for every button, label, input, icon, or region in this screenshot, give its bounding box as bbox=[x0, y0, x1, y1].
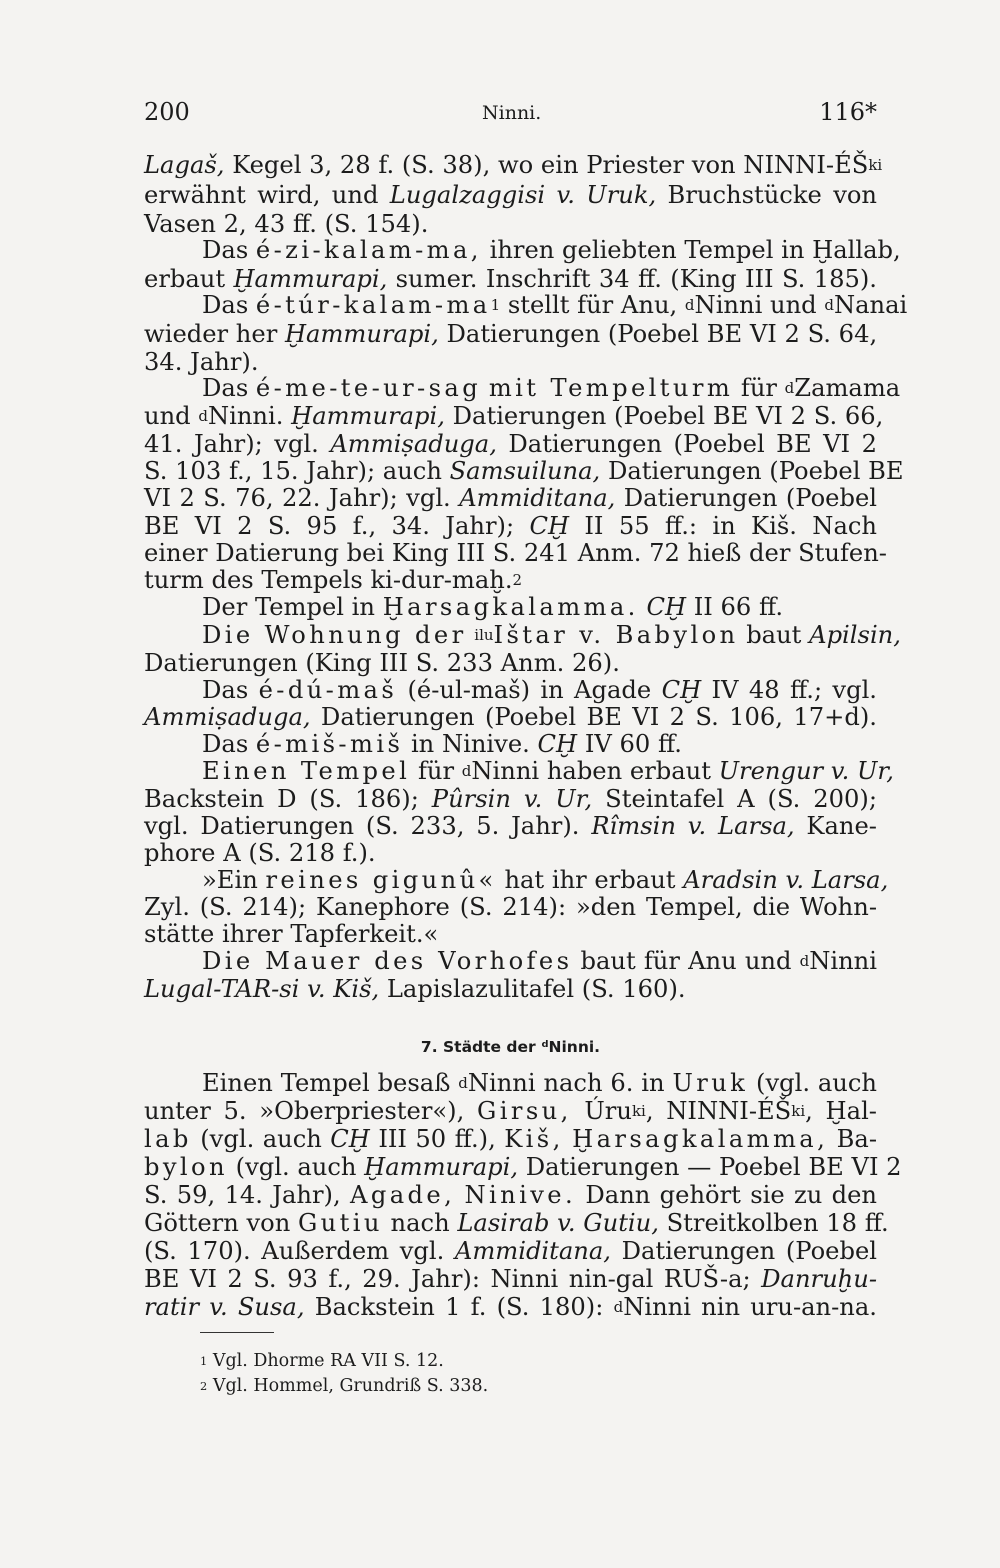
text-line: stätte ihrer Tapferkeit.« bbox=[144, 920, 439, 948]
text-line: »Ein reines gigunû« hat ihr erbaut Aradsin v. Larsa, bbox=[202, 866, 889, 894]
text-line: Lugal-TAR-si v. Kiš, Lapislazulitafel (S. 160). bbox=[144, 975, 686, 1003]
text-line: ratir v. Susa, Backstein 1 f. (S. 180): $^d$Ninni nin uru-an-na. bbox=[144, 1293, 877, 1321]
text-line: einer Datierung bei King III S. 241 Anm. 72 hieß der Stufen- bbox=[144, 539, 887, 567]
text-line: und $^d$Ninni. Ḫammurapi, Datierungen (Poebel BE VI 2 S. 66, bbox=[144, 402, 884, 430]
running-title: Ninni. bbox=[482, 102, 542, 124]
text-line: (S. 170). Außerdem vgl. Ammiditana, Datierungen (Poebel bbox=[144, 1237, 877, 1265]
running-header bbox=[144, 98, 877, 128]
text-line: Göttern von Gutiu nach Lasirab v. Gutiu, Streitkolben 18 ff. bbox=[144, 1209, 889, 1237]
text-line: lab (vgl. auch CḪ III 50 ff.), Kiš, Ḫarsagkalamma, Ba- bbox=[144, 1125, 877, 1153]
section-heading: 7. Städte der ᵈNinni. bbox=[420, 1038, 601, 1056]
text-line: Das é-me-te-ur-sag mit Tempelturm für $^d$Zamama bbox=[202, 374, 901, 402]
text-line: wieder her Ḫammurapi, Datierungen (Poebel BE VI 2 S. 64, bbox=[144, 320, 878, 348]
text-line: BE VI 2 S. 95 f., 34. Jahr); CḪ II 55 ff.: in Kiš. Nach bbox=[144, 512, 877, 540]
text-line: Zyl. (S. 214); Kanephore (S. 214): »den Tempel, die Wohn- bbox=[144, 893, 877, 921]
footnote-mark: 2 bbox=[200, 1378, 208, 1393]
text-line: BE VI 2 S. 93 f., 29. Jahr): Ninni nin-gal RUŠ-a; Danruḫu- bbox=[144, 1265, 877, 1293]
text-line: Einen Tempel für $^d$Ninni haben erbaut Urengur v. Ur, bbox=[202, 757, 894, 785]
text-line: Das $é-túr-kalam-ma^1$ stellt für Anu, $^d$Ninni und $^d$Nanai bbox=[202, 291, 908, 319]
text-line: Das é-zi-kalam-ma, ihren geliebten Tempel in Ḫallab, bbox=[202, 236, 901, 264]
text-line: erbaut Ḫammurapi, sumer. Inschrift 34 ff. (King III S. 185). bbox=[144, 265, 877, 293]
text-line: Datierungen (King III S. 233 Anm. 26). bbox=[144, 649, 620, 677]
text-line: Das é-dú-maš (é-ul-maš) in Agade CḪ IV 48 ff.; vgl. bbox=[202, 676, 877, 704]
footnote-2 bbox=[200, 1374, 488, 1398]
footnote-mark: 1 bbox=[200, 1353, 208, 1368]
text-line: Der Tempel in Ḫarsagkalamma. CḪ II 66 ff. bbox=[202, 593, 784, 621]
text-line: 34. Jahr). bbox=[144, 348, 259, 376]
text-line: Die Wohnung der $^{ilu}$Ištar v. Babylon baut Apilsin, bbox=[202, 621, 901, 649]
text-line: Das é-miš-miš in Ninive. CḪ IV 60 ff. bbox=[202, 730, 683, 758]
text-line: Die Mauer des Vorhofes baut für Anu und $^d$Ninni bbox=[202, 947, 877, 975]
page-number: 200 bbox=[144, 98, 190, 126]
text-line: turm des Tempels ki-dur-maḫ.$^2$ bbox=[144, 566, 523, 594]
section-number: 116* bbox=[819, 98, 877, 126]
text-line: vgl. Datierungen (S. 233, 5. Jahr). Rîmsin v. Larsa, Kane- bbox=[144, 812, 877, 840]
text-line: Ammiṣaduga, Datierungen (Poebel BE VI 2 S. 106, 17+d). bbox=[144, 703, 877, 731]
text-line: unter 5. »Oberpriester«), Girsu, Úru$^{ki}$, NINNI-$ÉŠ^{ki}$, Ḫal- bbox=[144, 1097, 877, 1125]
text-line: VI 2 S. 76, 22. Jahr); vgl. Ammiditana, Datierungen (Poebel bbox=[144, 484, 877, 512]
text-line: S. 103 f., 15. Jahr); auch Samsuiluna, Datierungen (Poebel BE bbox=[144, 457, 904, 485]
footnote-rule bbox=[200, 1332, 274, 1333]
footnote-text: Vgl. Hommel, Grundriß S. 338. bbox=[212, 1376, 489, 1396]
text-line: phore A (S. 218 f.). bbox=[144, 839, 376, 867]
text-line: Backstein D (S. 186); Pûrsin v. Ur, Steintafel A (S. 200); bbox=[144, 785, 877, 813]
footnote-1 bbox=[200, 1349, 444, 1373]
text-line: erwähnt wird, und Lugalzaggisi v. Uruk, Bruchstücke von bbox=[144, 181, 877, 209]
text-line: 41. Jahr); vgl. Ammiṣaduga, Datierungen (Poebel BE VI 2 bbox=[144, 430, 877, 458]
text-line: bylon (vgl. auch Ḫammurapi, Datierungen — Poebel BE VI 2 bbox=[144, 1153, 902, 1181]
text-line: Vasen 2, 43 ff. (S. 154). bbox=[144, 210, 429, 238]
text-line: S. 59, 14. Jahr), Agade, Ninive. Dann gehört sie zu den bbox=[144, 1181, 877, 1209]
footnote-text: Vgl. Dhorme RA VII S. 12. bbox=[212, 1351, 444, 1371]
text-line: Lagaš, Kegel 3, 28 f. (S. 38), wo ein Priester von NINNI-$ÉŠ^{ki}$ bbox=[144, 151, 883, 179]
text-line: Einen Tempel besaß $^d$Ninni nach 6. in Uruk (vgl. auch bbox=[202, 1069, 878, 1097]
